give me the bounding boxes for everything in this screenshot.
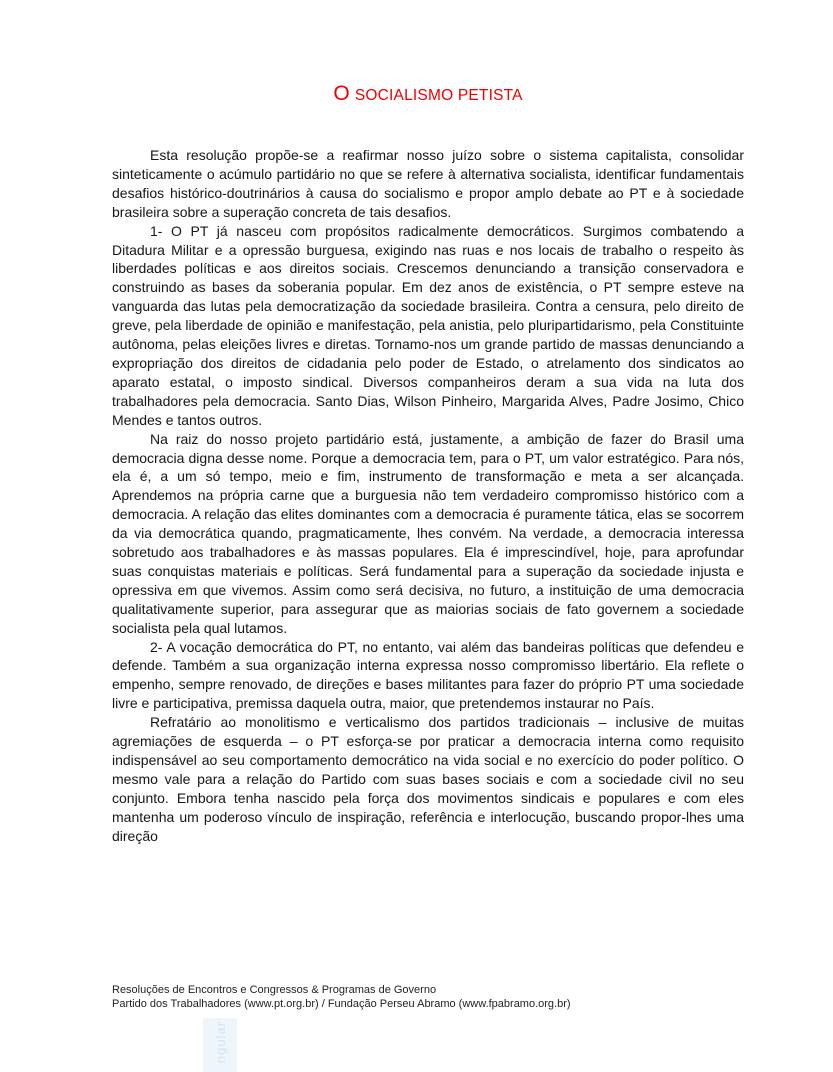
footer-series-line: Resoluções de Encontros e Congressos & Programas de Governo (112, 984, 437, 996)
paragraph-4: Refratário ao monolitismo e verticalismo dos partidos tradicionais – inclusive de muitas agremiações de esquerda – o PT esforça-se por praticar a democracia interna como requisito indispensável ao seu comportamento democrático na vida social e no exercício do poder político. O mesmo vale para a relação do Partido com suas bases sociais e com a sociedade civil no seu conjunto. Embora tenha nascido pela força dos movimentos sindicais e populares e com eles mantenha um poderoso vínculo de inspiração, referência e interlocução, buscando propor-lhes uma direção (112, 714, 744, 844)
page-title (112, 83, 744, 107)
paragraph-intro: Esta resolução propõe-se a reafirmar nosso juízo sobre o sistema capitalista, consolidar sinteticamente o acúmulo partidário no que se refere à alternativa socialista, identificar fundamentais desafios histórico-doutrinários à causa do socialismo e propor amplo debate ao PT e à sociedade brasileira sobre a superação concreta de tais desafios. (112, 147, 744, 220)
document-body (112, 146, 744, 846)
watermark-text: ngular (212, 1021, 228, 1064)
paragraph-3: 2- A vocação democrática do PT, no entanto, vai além das bandeiras políticas que defendeu e defende. Também a sua organização interna expressa nosso compromisso libertário. Ela reflete o empenho, sempre renovado, de direções e bases militantes para fazer do próprio PT uma sociedade livre e participativa, premissa daquela outra, maior, que pretendemos instaurar no País. (112, 638, 744, 712)
paragraph-1: 1- O PT já nasceu com propósitos radicalmente democráticos. Surgimos combatendo a Ditadura Militar e a opressão burguesa, exigindo nas ruas e nos locais de trabalho o respeito às liberdades políticas e aos direitos sociais. Crescemos denunciando a transição conservadora e construindo as bases da soberania popular. Em dez anos de existência, o PT sempre esteve na vanguarda das lutas pela democratização da sociedade brasileira. Contra a censura, pelo direito de greve, pela liberdade de opinião e manifestação, pela anistia, pelo pluripartidarismo, pela Constituinte autônoma, pelas eleições livres e diretas. Tornamo-nos um grande partido de massas denunciando a expropriação dos direitos de cidadania pelo poder de Estado, o atrelamento dos sindicatos ao aparato estatal, o imposto sindical. Diversos companheiros deram a sua vida na luta dos trabalhadores pela democracia. Santo Dias, Wilson Pinheiro, Margarida Alves, Padre Josimo, Chico Mendes e tantos outros. (112, 222, 744, 428)
watermark-band (203, 1018, 237, 1072)
footer-publisher-line: Partido dos Trabalhadores (www.pt.org.br) / Fundação Perseu Abramo (www.fpabramo.org.br) (112, 997, 571, 1010)
page-title-text: SOCIALISMO PETISTA (354, 87, 523, 104)
paragraph-2: Na raiz do nosso projeto partidário está, justamente, a ambição de fazer do Brasil uma democracia digna desse nome. Porque a democracia tem, para o PT, um valor estratégico. Para nós, ela é, a um só tempo, meio e fim, instrumento de transformação e meta a ser alcançada. Aprendemos na própria carne que a burguesia não tem verdadeiro compromisso histórico com a democracia. A relação das elites dominantes com a democracia é puramente tática, elas se socorrem da via democrática quando, pragmaticamente, lhes convém. Na verdade, a democracia interessa sobretudo aos trabalhadores e às massas populares. Ela é imprescindível, hoje, para aprofundar suas conquistas materiais e políticas. Será fundamental para a superação da sociedade injusta e opressiva em que vivemos. Assim como será decisiva, no futuro, a instituição de uma democracia qualitativamente superior, para assegurar que as maiorias sociais de fato governem a sociedade socialista pela qual lutamos. (112, 430, 744, 636)
page-title-initial: O (333, 82, 350, 105)
page-footer (112, 984, 772, 1011)
